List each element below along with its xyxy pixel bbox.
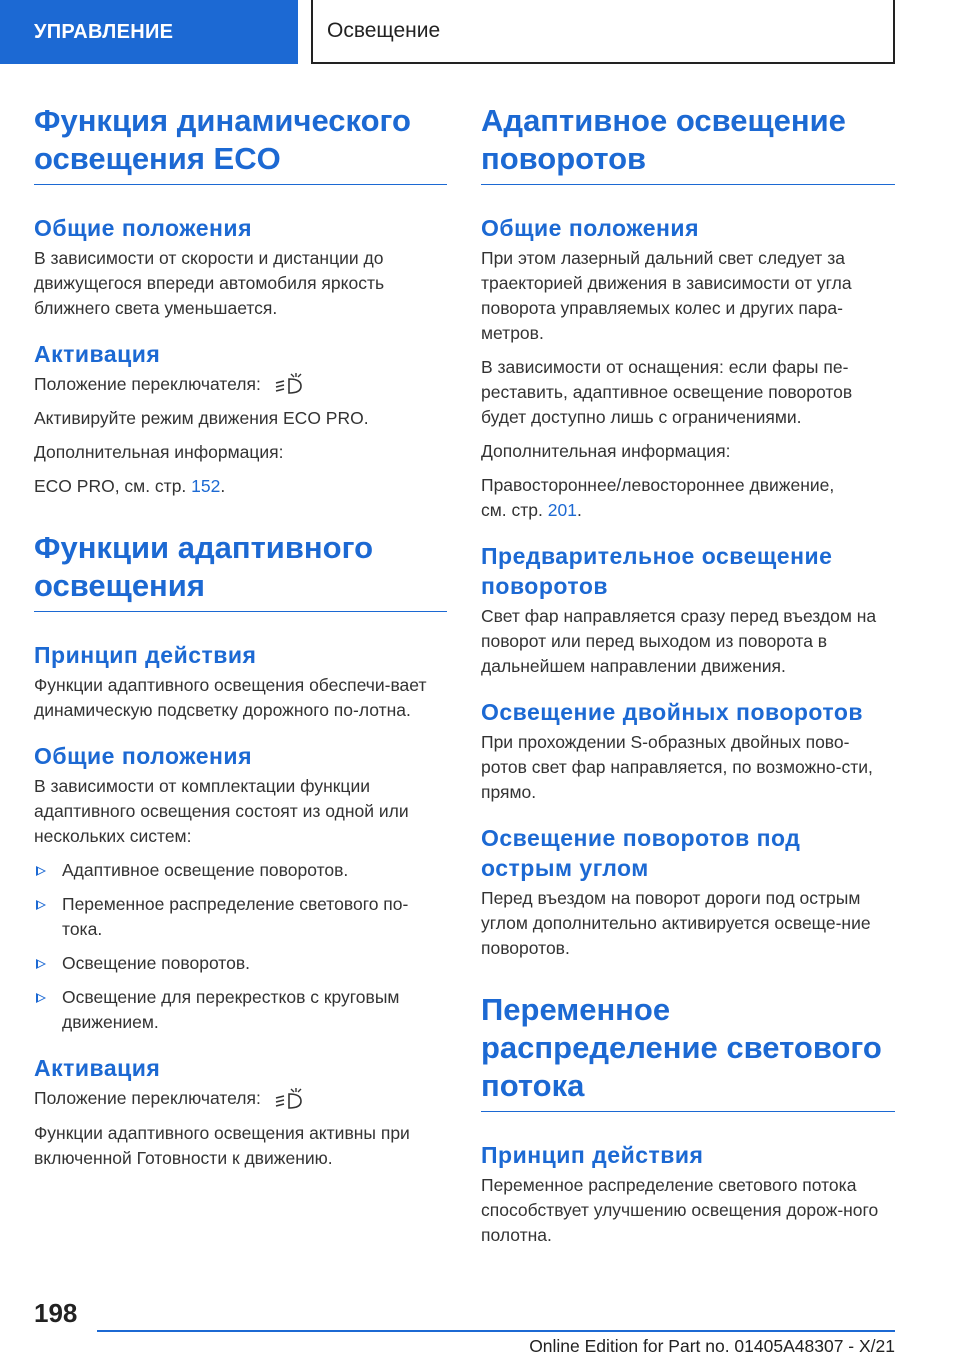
turn-ref-prefix: см. стр. xyxy=(481,500,543,520)
variable-principle-heading: Принцип действия xyxy=(481,1142,704,1168)
eco-general-text: В зависимости от скорости и дистанции до движущегося впереди автомобиля яркость ближнего света уменьшается. xyxy=(34,248,385,318)
list-item: Переменное распределение светового по-тока. xyxy=(34,892,447,942)
eco-switch-label: Положение переключателя: xyxy=(34,374,261,394)
footer-divider xyxy=(97,1330,895,1332)
pre-turn-heading: Предварительное освещение поворотов xyxy=(481,543,833,599)
eco-ref-link[interactable]: 152 xyxy=(191,476,221,497)
bullet-triangle-icon xyxy=(36,959,46,969)
turn-equipment-text: В зависимости от оснащения: если фары пе-реставить, адаптивное освещение поворотов будет доступно лишь с ограничениями. xyxy=(481,357,853,427)
sharp-turn-text: Перед въездом на поворот дороги под острым углом дополнительно активируется освеще-ние поворотов. xyxy=(481,888,871,958)
bullet-triangle-icon xyxy=(36,866,46,876)
switch-label: Положение переключателя: xyxy=(34,1088,261,1109)
eco-activate-text: Активируйте режим движения ECO PRO. xyxy=(34,408,369,429)
list-item: Адаптивное освещение поворотов. xyxy=(34,858,447,883)
bullet-triangle-icon xyxy=(36,993,46,1003)
systems-list xyxy=(34,858,447,1035)
chapter-tab: УПРАВЛЕНИЕ xyxy=(0,0,298,64)
variable-principle-text: Переменное распределение светового потока способствует улучшению освещения дорож-ного полотна. xyxy=(481,1175,879,1245)
variable-distribution-title: Переменное распределение светового потока xyxy=(481,991,895,1112)
eco-general-heading: Общие положения xyxy=(34,215,252,241)
double-turn-text: При прохождении S-образных двойных пово-ротов свет фар направляется, по возможно-сти, прямо. xyxy=(481,732,873,802)
adaptive-lighting-title: Функции адаптивного освещения xyxy=(34,529,447,612)
auto-headlight-switch-icon xyxy=(274,1088,304,1112)
footer-edition: Online Edition for Part no. 01405A48307 - X/21 xyxy=(529,1336,895,1356)
general-heading: Общие положения xyxy=(34,743,252,770)
eco-lighting-title: Функция динамического освещения ECO xyxy=(34,102,447,185)
list-item: Освещение поворотов. xyxy=(34,951,447,976)
activation-text: Функции адаптивного освещения активны при включенной Готовности к движению. xyxy=(34,1122,410,1168)
pre-turn-text: Свет фар направляется сразу перед въездом на поворот или перед выходом из поворота в дальнейшем направлении движения. xyxy=(481,606,877,676)
eco-more-info: Дополнительная информация: xyxy=(34,442,284,463)
eco-ref-prefix: ECO PRO, см. стр. xyxy=(34,476,187,497)
turn-general-text: При этом лазерный дальний свет следует за траекторией движения в зависимости от угла поворота управляемых колес и других пара-метров. xyxy=(481,248,852,343)
general-text: В зависимости от комплектации функции адаптивного освещения состоят из одной или нескольких систем: xyxy=(34,776,409,847)
left-column xyxy=(34,102,447,1171)
bullet-triangle-icon xyxy=(36,900,46,910)
list-item: Освещение для перекрестков с круговым движением. xyxy=(34,985,447,1035)
eco-reference: ECO PRO, см. стр. 152. xyxy=(34,476,226,497)
turn-ref-link[interactable]: 201 xyxy=(547,500,577,520)
turn-lighting-title: Адаптивное освещение поворотов xyxy=(481,102,895,185)
turn-more-info: Дополнительная информация: xyxy=(481,441,731,461)
double-turn-heading: Освещение двойных поворотов xyxy=(481,699,864,725)
sharp-turn-heading: Освещение поворотов под острым углом xyxy=(481,825,801,881)
page-number: 198 xyxy=(34,1298,78,1328)
principle-heading: Принцип действия xyxy=(34,642,257,669)
turn-ref-text: Правостороннее/левостороннее движение, xyxy=(481,475,835,495)
principle-text: Функции адаптивного освещения обеспечи-вает динамическую подсветку дорожного по-лотна. xyxy=(34,675,427,721)
activation-heading: Активация xyxy=(34,1055,161,1082)
turn-general-heading: Общие положения xyxy=(481,215,699,241)
switch-position xyxy=(34,1086,447,1111)
auto-headlight-switch-icon xyxy=(274,373,304,397)
section-title: Освещение xyxy=(311,0,895,64)
eco-activation-heading: Активация xyxy=(34,341,161,367)
eco-switch-position xyxy=(34,372,447,397)
right-column xyxy=(481,102,895,1248)
turn-reference: Правостороннее/левостороннее движение, см. стр. 201. xyxy=(481,475,835,520)
